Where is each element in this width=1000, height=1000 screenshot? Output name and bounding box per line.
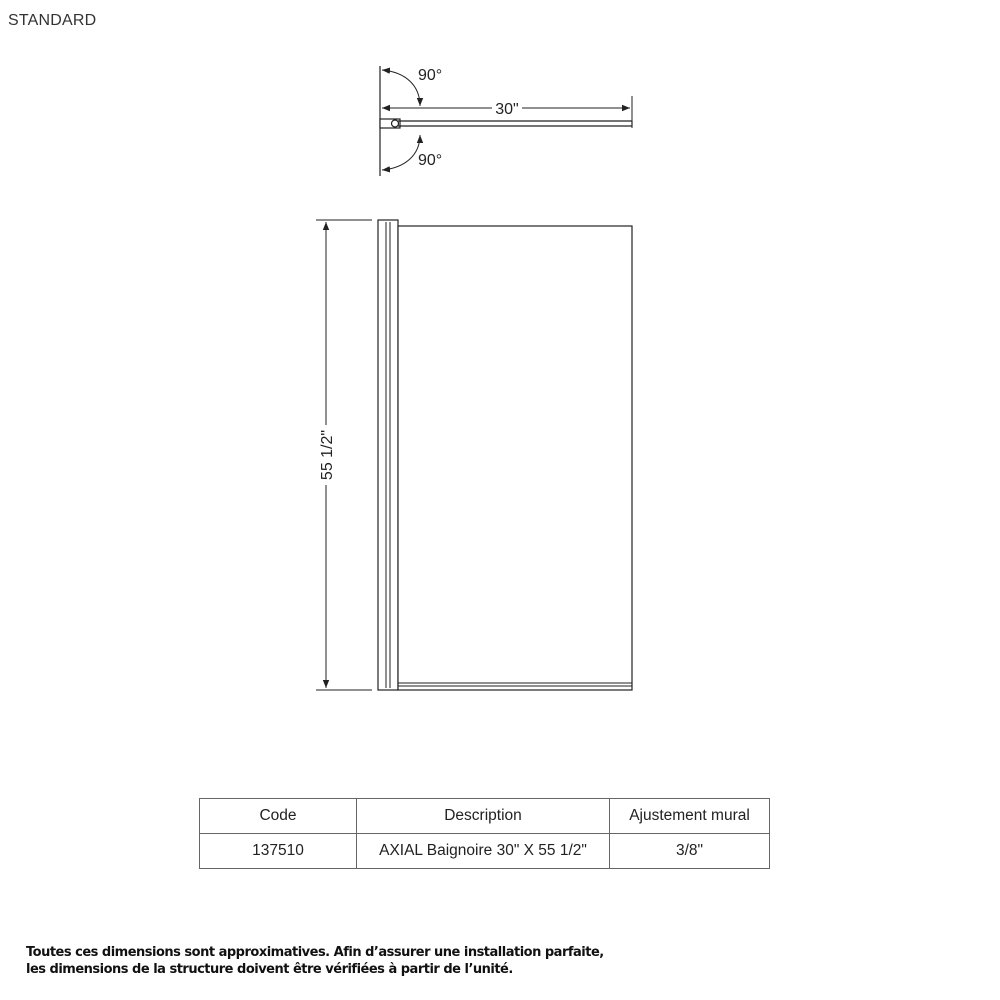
height-dimension-text: 55 1/2" — [319, 429, 336, 481]
spec-table — [199, 798, 770, 869]
angle-top-text: 90° — [418, 67, 443, 84]
top-view — [380, 66, 632, 176]
front-view — [316, 220, 632, 690]
hinge-pivot — [392, 120, 399, 127]
swing-arc-bottom — [382, 135, 420, 170]
header-code: Code — [200, 799, 357, 834]
cell-code: 137510 — [200, 834, 357, 869]
header-description: Description — [357, 799, 610, 834]
disclaimer-line-2: les dimensions de la structure doivent être vérifiées à partir de l’unité. — [26, 962, 513, 977]
header-wall-adjustment: Ajustement mural — [610, 799, 770, 834]
cell-description: AXIAL Baignoire 30" X 55 1/2" — [357, 834, 610, 869]
disclaimer-note — [26, 944, 604, 978]
table-row — [200, 834, 770, 869]
table-header-row — [200, 799, 770, 834]
angle-bottom-text: 90° — [418, 152, 443, 169]
glass-panel — [398, 226, 632, 690]
cell-wall-adjustment: 3/8" — [610, 834, 770, 869]
drawing-type-label: STANDARD — [8, 12, 97, 29]
swing-arc-top — [382, 70, 420, 106]
disclaimer-line-1: Toutes ces dimensions sont approximatives. Afin d’assurer une installation parfaite, — [26, 945, 604, 960]
wall-profile — [378, 220, 398, 690]
width-dimension-text: 30" — [495, 101, 519, 118]
